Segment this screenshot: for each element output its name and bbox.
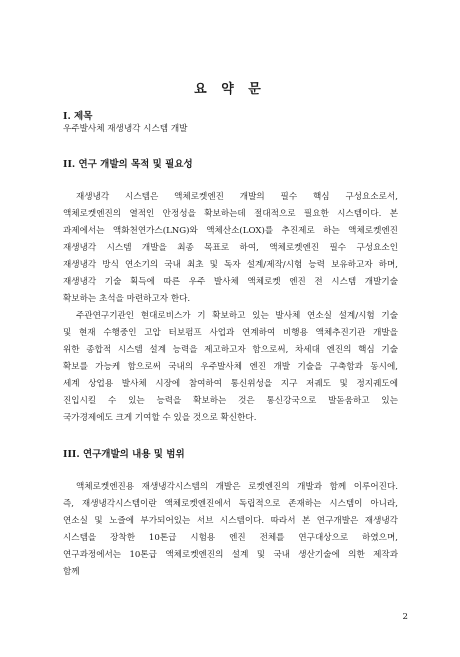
section-2-line: 진입시킬 수 있는 능력을 확보하는 것은 통신강국으로 발돋움하고 있는	[63, 396, 398, 406]
section-2-line: 국가경제에도 크게 기여할 수 있을 것으로 확신한다.	[63, 413, 257, 423]
section-heading-scope: III. 연구개발의 내용 및 범위	[63, 449, 185, 460]
section-2-line: 재생냉각 시스템 개발을 최종 목표로 하여, 액체로켓엔진 필수 구성요소인	[63, 243, 398, 253]
section-2-line: 세계 상업용 발사체 시장에 참여하여 통신위성을 지구 저궤도 및 정지궤도에	[63, 379, 398, 389]
section-2-line: 재생냉각 기술 획득에 따른 우주 발사체 액체로켓 엔진 전 시스템 개발기술	[63, 277, 398, 287]
section-2-line: 확보하는 초석을 마련하고자 한다.	[63, 294, 191, 304]
section-heading-title: I. 제목	[63, 111, 93, 122]
section-2-line: 및 현재 수행중인 고압 터보펌프 사업과 연계하여 비행용 액체추진기관 개발을	[63, 328, 398, 338]
section-2-line: 위한 종합적 시스템 설계 능력을 제고하고자 함으로써, 차세대 엔진의 핵심 기술	[63, 345, 398, 355]
section-3-line: 시스템을 장착한 10톤급 시험용 엔진 전체를 연구대상으로 하였으며,	[63, 533, 398, 543]
section-2-line: 재생냉각 시스템은 액체로켓엔진 개발의 필수 핵심 구성요소로서,	[76, 192, 398, 202]
section-2-line: 과제에서는 액화천연가스(LNG)와 액체산소(LOX)를 추진제로 하는 액체로켓엔진	[63, 226, 398, 236]
section-2-line: 재생냉각 방식 연소기의 국내 최초 및 독자 설계/제작/시험 능력 보유하고자 하며,	[63, 260, 398, 270]
section-2-line: 주관연구기관인 현대로비스가 기 확보하고 있는 발사체 연소실 설계/시험 기술	[76, 311, 398, 321]
section-2-line: 확보를 가능케 함으로써 국내의 우주발사체 엔진 개발 기술을 구축함과 동시에,	[63, 362, 398, 372]
section-3-line: 연소실 및 노즐에 부가되어있는 서브 시스템이다. 따라서 본 연구개발은 재생냉각	[63, 516, 398, 526]
page-title: 요 약 문	[194, 82, 266, 97]
section-3-line: 함께	[63, 567, 80, 577]
section-heading-purpose: II. 연구 개발의 목적 및 필요성	[63, 159, 193, 170]
page-number: 2	[402, 612, 408, 622]
section-3-line: 연구과정에서는 10톤급 액체로켓엔진의 설계 및 국내 생산기술에 의한 제작과	[63, 550, 398, 560]
section-3-line: 즉, 재생냉각시스템이란 액체로켓엔진에서 독립적으로 존재하는 시스템이 아니라,	[63, 499, 398, 509]
section-3-line: 액체로켓엔진용 재생냉각시스템의 개발은 로켓엔진의 개발과 함께 이루어진다.	[76, 482, 398, 492]
section-2-line: 액체로켓엔진의 열적인 안정성을 확보하는데 절대적으로 필요한 시스템이다. 본	[63, 209, 398, 219]
section-1-line: 우주발사체 재생냉각 시스템 개발	[63, 124, 188, 134]
